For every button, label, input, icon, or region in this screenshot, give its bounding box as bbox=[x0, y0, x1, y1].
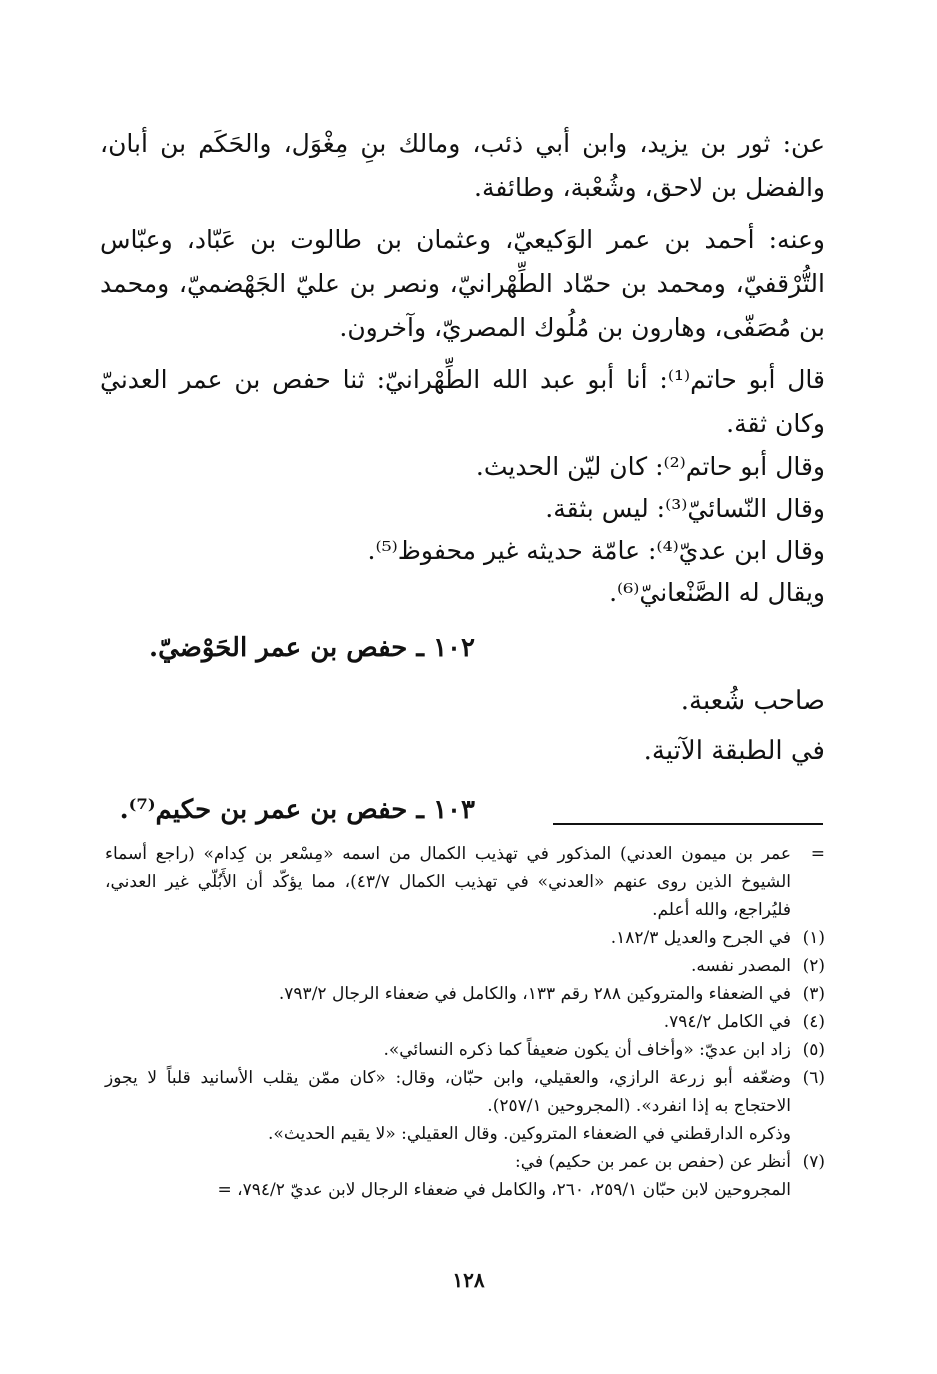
footnote-number: (٢) bbox=[802, 956, 825, 976]
footnote-5 bbox=[105, 1036, 825, 1064]
footnote-text: أنظر عن (حفص بن عمر بن حكيم) في: bbox=[515, 1152, 791, 1172]
footnote-text: في الضعفاء والمتروكين ٢٨٨ رقم ١٣٣، والكامل في ضعفاء الرجال ٧٩٣/٢. bbox=[278, 984, 791, 1004]
footnote-number: (٣) bbox=[802, 984, 825, 1004]
line-sanani: ويقال له الصَّنْعانيّ⁽⁶⁾. bbox=[609, 578, 825, 607]
paragraph-students: وعنه: أحمد بن عمر الوَكيعيّ، وعثمان بن طالوت بن عَبّاد، وعبّاس التُّرْقفيّ، ومحمد بن حمّاد الطِّهْرانيّ، ونصر بن عليّ الجَهْضميّ، ومحمد بن مُصَفّى، وهارون بن مُلُوك المصريّ، وآخرون. bbox=[100, 225, 825, 342]
line-ibn-adi: وقال ابن عديّ⁽⁴⁾: عامّة حديثه غير محفوظ⁽⁵⁾. bbox=[367, 536, 825, 565]
footnote-text: زاد ابن عديّ: «وأخاف أن يكون ضعيفاً كما ذكره النسائي». bbox=[383, 1040, 791, 1060]
footnote-text: وضعّفه أبو زرعة الرازي، والعقيلي، وابن حبّان، وقال: «كان ممّن يقلب الأسانيد قلباً لا يجوز الاحتجاج به إذا انفرد». (المجروحين ٢٥٧/١). bbox=[105, 1068, 791, 1116]
footnote-text: في الجرح والعديل ١٨٢/٣. bbox=[610, 928, 791, 948]
footnote-6 bbox=[105, 1064, 825, 1120]
footnote-text: المجروحين لابن حبّان ٢٥٩/١، ٢٦٠، والكامل في ضعفاء الرجال لابن عديّ ٧٩٤/٢، = bbox=[217, 1180, 791, 1200]
footnote-text: في الكامل ٧٩٤/٢. bbox=[663, 1012, 791, 1032]
entry-102-heading: ١٠٢ ـ حفص بن عمر الحَوْضيّ. bbox=[149, 633, 475, 663]
paragraph-abu-hatim: قال أبو حاتم⁽¹⁾: أنا أبو عبد الله الطِّهْرانيّ: ثنا حفص بن عمر العدنيّ وكان ثقة. bbox=[100, 365, 825, 438]
entry-102-next-tier: في الطبقة الآتية. bbox=[643, 736, 825, 766]
footnote-1 bbox=[105, 924, 825, 952]
footnote-number: (٦) bbox=[802, 1068, 825, 1088]
footnote-divider bbox=[553, 823, 823, 825]
line-nasai: وقال النّسائيّ⁽³⁾: ليس بثقة. bbox=[545, 494, 825, 523]
footnote-text: عمر بن ميمون العدني) المذكور في تهذيب الكمال من اسمه «مِسْعر بن كِدام» (راجع أسماء الشيوخ الذين روى عنهم «العدني» في تهذيب الكمال ٤٣/٧)، مما يؤكّد أن الأَبُلّي غير العدني، فليُراجع، والله أعلم. bbox=[105, 844, 791, 920]
main-text bbox=[100, 122, 825, 838]
footnote-number: (٥) bbox=[802, 1040, 825, 1060]
footnote-continued bbox=[105, 840, 825, 924]
footnote-4 bbox=[105, 1008, 825, 1036]
footnote-7-continued bbox=[105, 1176, 825, 1204]
footnote-3 bbox=[105, 980, 825, 1008]
footnote-6-continued bbox=[105, 1120, 825, 1148]
paragraph-teachers: عن: ثور بن يزيد، وابن أبي ذئب، ومالك بنِ مِغْوَل، والحَكَم بن أبان، والفضل بن لاحق، وشُعْبة، وطائفة. bbox=[100, 129, 825, 202]
footnote-7 bbox=[105, 1148, 825, 1176]
footnote-2 bbox=[105, 952, 825, 980]
footnote-number: = bbox=[810, 844, 825, 864]
line-abu-hatim: وقال أبو حاتم⁽²⁾: كان ليّن الحديث. bbox=[475, 452, 825, 481]
footnote-number: (٤) bbox=[802, 1012, 825, 1032]
footnote-number bbox=[791, 1120, 825, 1148]
page-number: ١٢٨ bbox=[452, 1268, 485, 1292]
footnote-number bbox=[791, 1176, 825, 1204]
footnote-number: (٧) bbox=[802, 1152, 825, 1172]
footnotes bbox=[105, 840, 825, 1204]
footnote-number: (١) bbox=[802, 928, 825, 948]
entry-103-heading: ١٠٣ ـ حفص بن عمر بن حكيم⁽⁷⁾. bbox=[119, 795, 475, 825]
footnote-text: المصدر نفسه. bbox=[690, 956, 791, 976]
footnote-text: وذكره الدارقطني في الضعفاء المتروكين. وقال العقيلي: «لا يقيم الحديث». bbox=[268, 1124, 791, 1144]
entry-102-companion: صاحب شُعبة. bbox=[680, 686, 825, 716]
